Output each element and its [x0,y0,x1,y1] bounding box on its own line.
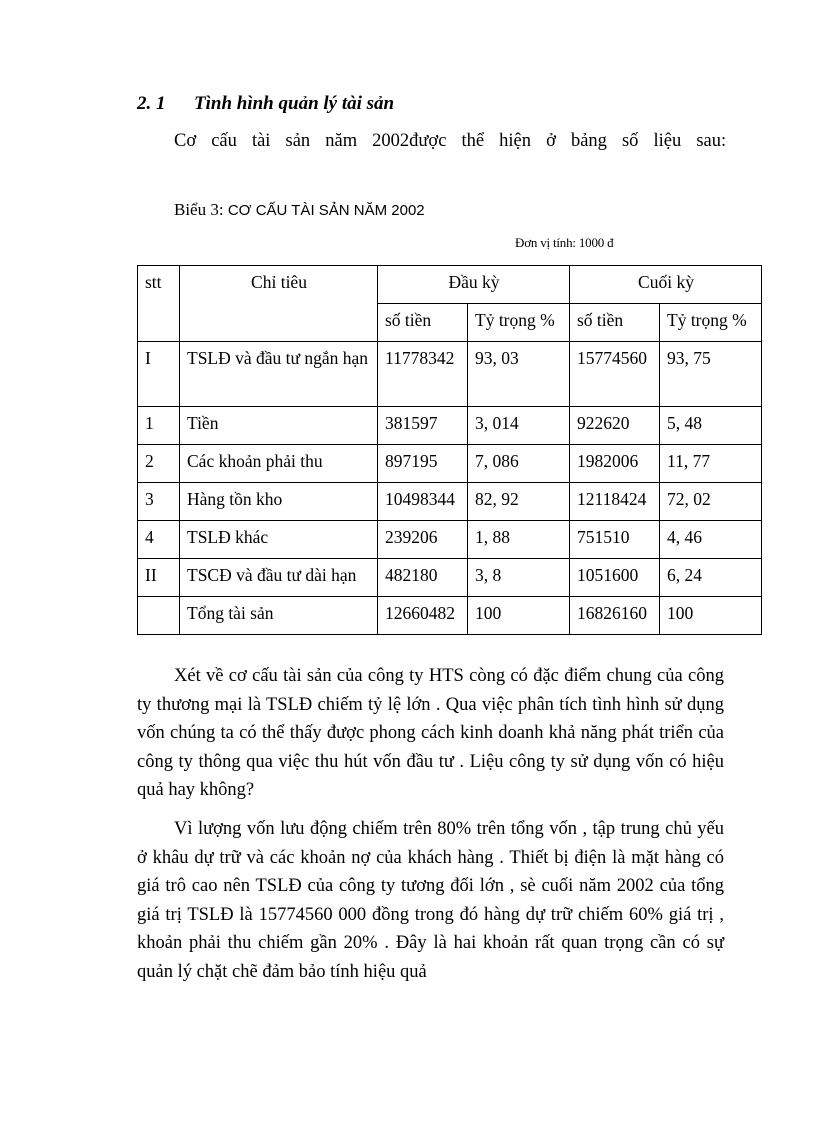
cell-name: TSLĐ khác [180,521,378,559]
cell-end-amount: 12118424 [570,483,660,521]
header-start-amount: số tiền [378,304,468,342]
cell-stt: 4 [138,521,180,559]
cell-end-amount: 15774560 [570,342,660,407]
cell-end-amount: 1051600 [570,559,660,597]
cell-end-amount: 16826160 [570,597,660,635]
table-row [138,445,762,483]
intro-word: sản [285,131,311,151]
table-row [138,559,762,597]
caption-title: CƠ CẤU TÀI SẢN NĂM 2002 [227,202,425,219]
header-start-share: Tỷ trọng % [468,304,570,342]
cell-end-amount: 751510 [570,521,660,559]
intro-word: Cơ [174,131,197,151]
cell-start-amount: 12660482 [378,597,468,635]
intro-word: sau: [696,131,727,151]
table-row [138,483,762,521]
cell-start-amount: 10498344 [378,483,468,521]
body-paragraph: Xét về cơ cấu tài sản của công ty HTS còng có đặc điểm chung của công ty thương mại là TSLĐ chiếm tỷ lệ lớn . Qua việc phân tích tình hình sử dụng vốn chúng ta có thể thấy được phong cách kinh doanh khả năng phát triển của công ty thông qua việc thu hút vốn đầu tư . Liệu công ty sử dụng vốn có hiệu quả hay không? [137,666,724,800]
cell-end-amount: 922620 [570,407,660,445]
cell-name: Các khoản phải thu [180,445,378,483]
cell-stt: 2 [138,445,180,483]
cell-end-share: 5, 48 [660,407,762,445]
cell-name: TSCĐ và đầu tư dài hạn [180,559,378,597]
section-number: 2. 1 [137,93,166,114]
intro-word: liệu [653,131,682,151]
caption-label: Biểu 3: [174,200,224,219]
cell-end-share: 4, 46 [660,521,762,559]
cell-end-share: 100 [660,597,762,635]
intro-word: năm [325,131,358,151]
table-header-row [138,266,762,304]
cell-start-amount: 239206 [378,521,468,559]
cell-start-amount: 381597 [378,407,468,445]
cell-name: Hàng tồn kho [180,483,378,521]
table-row [138,521,762,559]
body-paragraph: Vì lượng vốn lưu động chiếm trên 80% trên tổng vốn , tập trung chủ yếu ở khâu dự trữ và các khoản nợ của khách hàng . Thiết bị điện là mặt hàng có giá trô cao nên TSLĐ của công ty tương đối lớn , sè cuối năm 2002 của tổng giá trị TSLĐ là 15774560 000 đồng trong đó hàng dự trữ chiếm 60% giá trị , khoản phải thu chiếm gần 20% . Đây là hai khoản rất quan trọng cần có sự quản lý chặt chẽ đảm bảo tính hiệu quả [137,819,724,982]
cell-end-share: 11, 77 [660,445,762,483]
cell-name: Tiền [180,407,378,445]
cell-stt: II [138,559,180,597]
table-row-total [138,597,762,635]
header-end-amount: số tiền [570,304,660,342]
section-heading [137,93,394,115]
cell-start-amount: 482180 [378,559,468,597]
intro-word: ở [546,131,556,151]
cell-start-share: 7, 086 [468,445,570,483]
cell-stt: I [138,342,180,407]
cell-start-amount: 11778342 [378,342,468,407]
cell-start-share: 1, 88 [468,521,570,559]
cell-start-share: 3, 8 [468,559,570,597]
intro-sentence [174,131,726,152]
cell-end-amount: 1982006 [570,445,660,483]
cell-start-share: 3, 014 [468,407,570,445]
intro-word: thể [461,131,485,151]
table-row [138,407,762,445]
cell-end-share: 93, 75 [660,342,762,407]
cell-start-share: 100 [468,597,570,635]
intro-word: số [621,131,639,151]
table-row [138,342,762,407]
cell-name: Tổng tài sản [180,597,378,635]
cell-start-share: 93, 03 [468,342,570,407]
table-caption [174,200,425,220]
intro-word: 2002được [372,131,447,151]
unit-note: Đơn vị tính: 1000 đ [515,235,614,250]
intro-word: hiện [499,131,532,151]
cell-start-share: 82, 92 [468,483,570,521]
intro-word: bảng [570,131,607,151]
header-start-period: Đầu kỳ [378,266,570,304]
cell-stt: 3 [138,483,180,521]
cell-end-share: 6, 24 [660,559,762,597]
section-title: Tình hình quản lý tài sản [194,93,395,114]
header-end-period: Cuối kỳ [570,266,762,304]
header-indicator: Chỉ tiêu [180,266,378,342]
cell-stt: 1 [138,407,180,445]
header-end-share: Tỷ trọng % [660,304,762,342]
header-stt: stt [138,266,180,342]
cell-start-amount: 897195 [378,445,468,483]
intro-word: cấu [211,131,237,151]
asset-structure-table [137,265,762,635]
intro-word: tài [251,131,271,151]
cell-end-share: 72, 02 [660,483,762,521]
cell-name: TSLĐ và đầu tư ngắn hạn [180,342,378,407]
cell-stt [138,597,180,635]
